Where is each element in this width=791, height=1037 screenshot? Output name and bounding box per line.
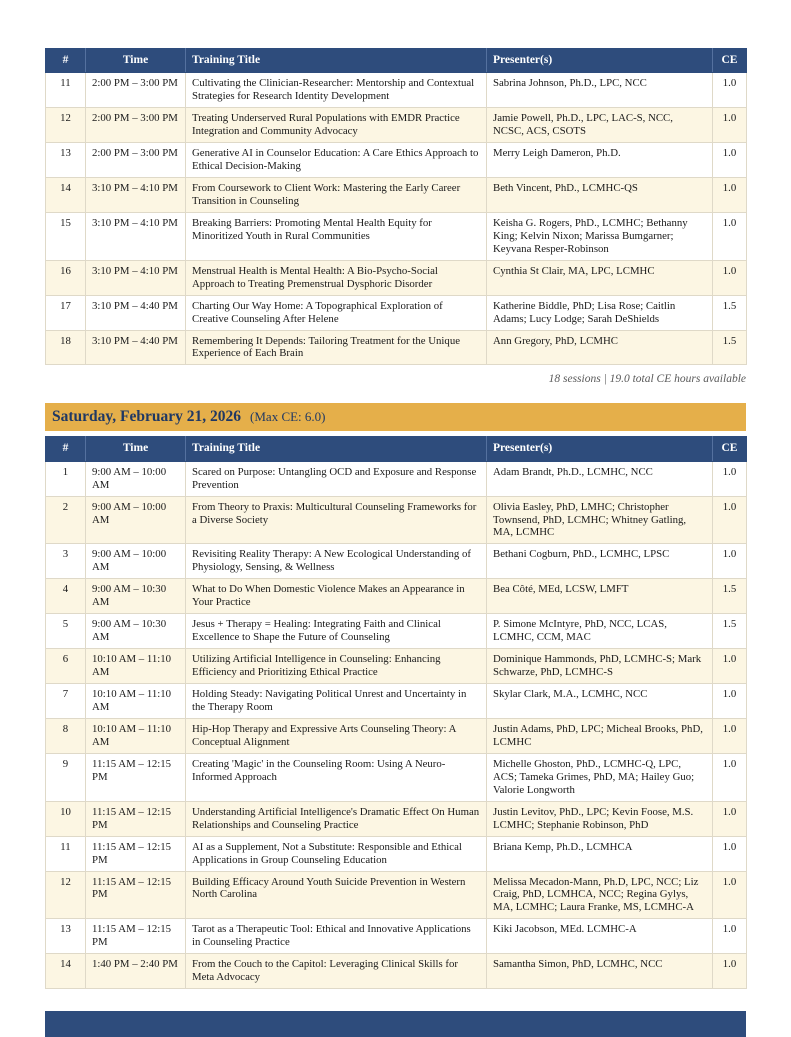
presenters-cell: Melissa Mecadon-Mann, Ph.D, LPC, NCC; Liz Craig, PhD, LCMHCA, NCC; Regina Gylys, MA, LCMHC; Laura Franke, MS, LCMHC-A [487,871,713,919]
training-title-cell: What to Do When Domestic Violence Makes an Appearance in Your Practice [186,579,487,614]
ce-cell: 1.0 [713,143,747,178]
training-title-cell: Utilizing Artificial Intelligence in Counseling: Enhancing Efficiency and Prioritizing Ethical Practice [186,649,487,684]
session-row [46,330,747,365]
presenters-cell: Ann Gregory, PhD, LCMHC [487,330,713,365]
training-title-cell: From Coursework to Client Work: Mastering the Early Career Transition in Counseling [186,177,487,212]
column-header-presenters: Presenter(s) [487,49,713,73]
training-title-cell: Scared on Purpose: Untangling OCD and Exposure and Response Prevention [186,461,487,496]
header-row [46,437,747,461]
time-cell: 3:10 PM – 4:10 PM [86,212,186,260]
presenters-cell: Sabrina Johnson, Ph.D., LPC, NCC [487,73,713,108]
header-row [46,49,747,73]
ce-cell: 1.0 [713,684,747,719]
session-row [46,212,747,260]
column-header-training-title: Training Title [186,437,487,461]
presenters-cell: Jamie Powell, Ph.D., LPC, LAC-S, NCC, NCSC, ACS, CSOTS [487,108,713,143]
presenters-cell: P. Simone McIntyre, PhD, NCC, LCAS, LCMHC, CCM, MAC [487,614,713,649]
time-cell: 9:00 AM – 10:30 AM [86,579,186,614]
column-header-number: # [46,49,86,73]
top-margin [45,0,746,48]
number-cell: 1 [46,461,86,496]
ce-cell: 1.0 [713,544,747,579]
saturday-section-header [45,403,746,431]
presenters-cell: Kiki Jacobson, MEd. LCMHC-A [487,919,713,954]
number-cell: 9 [46,753,86,801]
session-row [46,73,747,108]
ce-cell: 1.0 [713,801,747,836]
presenters-cell: Skylar Clark, M.A., LCMHC, NCC [487,684,713,719]
session-row [46,177,747,212]
ce-cell: 1.0 [713,871,747,919]
training-title-cell: Generative AI in Counselor Education: A Care Ethics Approach to Ethical Decision-Making [186,143,487,178]
time-cell: 2:00 PM – 3:00 PM [86,73,186,108]
ce-cell: 1.5 [713,614,747,649]
session-row [46,718,747,753]
session-row [46,496,747,544]
presenters-cell: Briana Kemp, Ph.D., LCMHCA [487,836,713,871]
session-count-note: 18 sessions | 19.0 total CE hours available [548,373,746,386]
session-row [46,108,747,143]
training-title-cell: Remembering It Depends: Tailoring Treatment for the Unique Experience of Each Brain [186,330,487,365]
number-cell: 7 [46,684,86,719]
ce-cell: 1.5 [713,579,747,614]
session-row [46,919,747,954]
number-cell: 18 [46,330,86,365]
column-header-time: Time [86,437,186,461]
presenters-cell: Bea Côté, MEd, LCSW, LMFT [487,579,713,614]
number-cell: 8 [46,718,86,753]
time-cell: 9:00 AM – 10:00 AM [86,496,186,544]
number-cell: 6 [46,649,86,684]
training-title-cell: Building Efficacy Around Youth Suicide Prevention in Western North Carolina [186,871,487,919]
time-cell: 10:10 AM – 11:10 AM [86,649,186,684]
time-cell: 2:00 PM – 3:00 PM [86,143,186,178]
number-cell: 12 [46,871,86,919]
time-cell: 11:15 AM – 12:15 PM [86,836,186,871]
presenters-cell: Justin Levitov, PhD., LPC; Kevin Foose, M.S. LCMHC; Stephanie Robinson, PhD [487,801,713,836]
ce-cell: 1.0 [713,954,747,989]
presenters-cell: Merry Leigh Dameron, Ph.D. [487,143,713,178]
ce-cell: 1.0 [713,461,747,496]
time-cell: 2:00 PM – 3:00 PM [86,108,186,143]
number-cell: 5 [46,614,86,649]
time-cell: 10:10 AM – 11:10 AM [86,718,186,753]
column-header-number: # [46,437,86,461]
training-title-cell: AI as a Supplement, Not a Substitute: Responsible and Ethical Applications in Group Counseling Education [186,836,487,871]
training-title-cell: Hip-Hop Therapy and Expressive Arts Counseling Theory: A Conceptual Alignment [186,718,487,753]
presenters-cell: Olivia Easley, PhD, LMHC; Christopher Townsend, PhD, LCMHC; Whitney Gatling, MA, LCMHC [487,496,713,544]
saturday-sessions-table [45,436,747,989]
ce-cell: 1.0 [713,496,747,544]
session-row [46,801,747,836]
time-cell: 1:40 PM – 2:40 PM [86,954,186,989]
column-header-time: Time [86,49,186,73]
session-row [46,836,747,871]
time-cell: 9:00 AM – 10:30 AM [86,614,186,649]
presenters-cell: Cynthia St Clair, MA, LPC, LCMHC [487,260,713,295]
ce-cell: 1.5 [713,330,747,365]
time-cell: 3:10 PM – 4:10 PM [86,260,186,295]
session-row [46,614,747,649]
time-cell: 11:15 AM – 12:15 PM [86,801,186,836]
presenters-cell: Bethani Cogburn, PhD., LCMHC, LPSC [487,544,713,579]
presenters-cell: Adam Brandt, Ph.D., LCMHC, NCC [487,461,713,496]
number-cell: 2 [46,496,86,544]
time-cell: 3:10 PM – 4:40 PM [86,295,186,330]
number-cell: 13 [46,143,86,178]
time-cell: 10:10 AM – 11:10 AM [86,684,186,719]
training-title-cell: Jesus + Therapy = Healing: Integrating Faith and Clinical Excellence to Shape the Future of Counseling [186,614,487,649]
session-row [46,579,747,614]
number-cell: 14 [46,954,86,989]
time-cell: 9:00 AM – 10:00 AM [86,544,186,579]
ce-cell: 1.0 [713,260,747,295]
number-cell: 10 [46,801,86,836]
presenters-cell: Michelle Ghoston, PhD., LCMHC-Q, LPC, ACS; Tameka Grimes, PhD, MA; Hailey Guo; Valorie Longworth [487,753,713,801]
ce-cell: 1.0 [713,919,747,954]
training-title-cell: From Theory to Praxis: Multicultural Counseling Frameworks for a Diverse Society [186,496,487,544]
presenters-cell: Justin Adams, PhD, LPC; Micheal Brooks, PhD, LCMHC [487,718,713,753]
session-row [46,684,747,719]
training-title-cell: Cultivating the Clinician-Researcher: Mentorship and Contextual Strategies for Research Identity Development [186,73,487,108]
number-cell: 15 [46,212,86,260]
ce-cell: 1.0 [713,753,747,801]
number-cell: 17 [46,295,86,330]
training-title-cell: Charting Our Way Home: A Topographical Exploration of Creative Counseling After Helene [186,295,487,330]
number-cell: 12 [46,108,86,143]
session-row [46,260,747,295]
friday-sessions-table [45,48,747,365]
number-cell: 16 [46,260,86,295]
column-header-ce: CE [713,49,747,73]
schedule-page [45,0,746,1037]
presenters-cell: Dominique Hammonds, PhD, LCMHC-S; Mark Schwarze, PhD, LCMHC-S [487,649,713,684]
time-cell: 11:15 AM – 12:15 PM [86,753,186,801]
training-title-cell: Understanding Artificial Intelligence's Dramatic Effect On Human Relationships and Counseling Practice [186,801,487,836]
ce-cell: 1.0 [713,212,747,260]
section-max-ce: (Max CE: 6.0) [250,409,326,425]
presenters-cell: Katherine Biddle, PhD; Lisa Rose; Caitlin Adams; Lucy Lodge; Sarah DeShields [487,295,713,330]
section-date-title: Saturday, February 21, 2026 [52,408,242,426]
ce-cell: 1.0 [713,718,747,753]
time-cell: 11:15 AM – 12:15 PM [86,871,186,919]
number-cell: 11 [46,836,86,871]
time-cell: 9:00 AM – 10:00 AM [86,461,186,496]
presenters-cell: Beth Vincent, PhD., LCMHC-QS [487,177,713,212]
ce-cell: 1.5 [713,295,747,330]
session-row [46,143,747,178]
session-row [46,753,747,801]
presenters-cell: Keisha G. Rogers, PhD., LCMHC; Bethanny King; Kelvin Nixon; Marissa Bumgarner; Keyvana Resper-Robinson [487,212,713,260]
training-title-cell: Menstrual Health is Mental Health: A Bio-Psycho-Social Approach to Treating Premenstrual Dysphoric Disorder [186,260,487,295]
number-cell: 4 [46,579,86,614]
time-cell: 3:10 PM – 4:10 PM [86,177,186,212]
presenters-cell: Samantha Simon, PhD, LCMHC, NCC [487,954,713,989]
number-cell: 14 [46,177,86,212]
training-title-cell: Breaking Barriers: Promoting Mental Health Equity for Minoritized Youth in Rural Communities [186,212,487,260]
number-cell: 3 [46,544,86,579]
ce-cell: 1.0 [713,73,747,108]
session-row [46,871,747,919]
session-row [46,461,747,496]
session-row [46,295,747,330]
time-cell: 11:15 AM – 12:15 PM [86,919,186,954]
training-title-cell: Revisiting Reality Therapy: A New Ecological Understanding of Physiology, Sensing, & Wellness [186,544,487,579]
ce-cell: 1.0 [713,836,747,871]
training-title-cell: Treating Underserved Rural Populations with EMDR Practice Integration and Community Advocacy [186,108,487,143]
training-title-cell: Creating 'Magic' in the Counseling Room: Using A Neuro-Informed Approach [186,753,487,801]
session-row [46,544,747,579]
training-title-cell: Holding Steady: Navigating Political Unrest and Uncertainty in the Therapy Room [186,684,487,719]
column-header-presenters: Presenter(s) [487,437,713,461]
column-header-ce: CE [713,437,747,461]
ce-cell: 1.0 [713,649,747,684]
ce-cell: 1.0 [713,108,747,143]
session-row [46,649,747,684]
next-section-header-bar [45,1011,746,1037]
training-title-cell: From the Couch to the Capitol: Leveraging Clinical Skills for Meta Advocacy [186,954,487,989]
session-row [46,954,747,989]
ce-cell: 1.0 [713,177,747,212]
training-title-cell: Tarot as a Therapeutic Tool: Ethical and Innovative Applications in Counseling Practice [186,919,487,954]
number-cell: 11 [46,73,86,108]
number-cell: 13 [46,919,86,954]
time-cell: 3:10 PM – 4:40 PM [86,330,186,365]
column-header-training-title: Training Title [186,49,487,73]
